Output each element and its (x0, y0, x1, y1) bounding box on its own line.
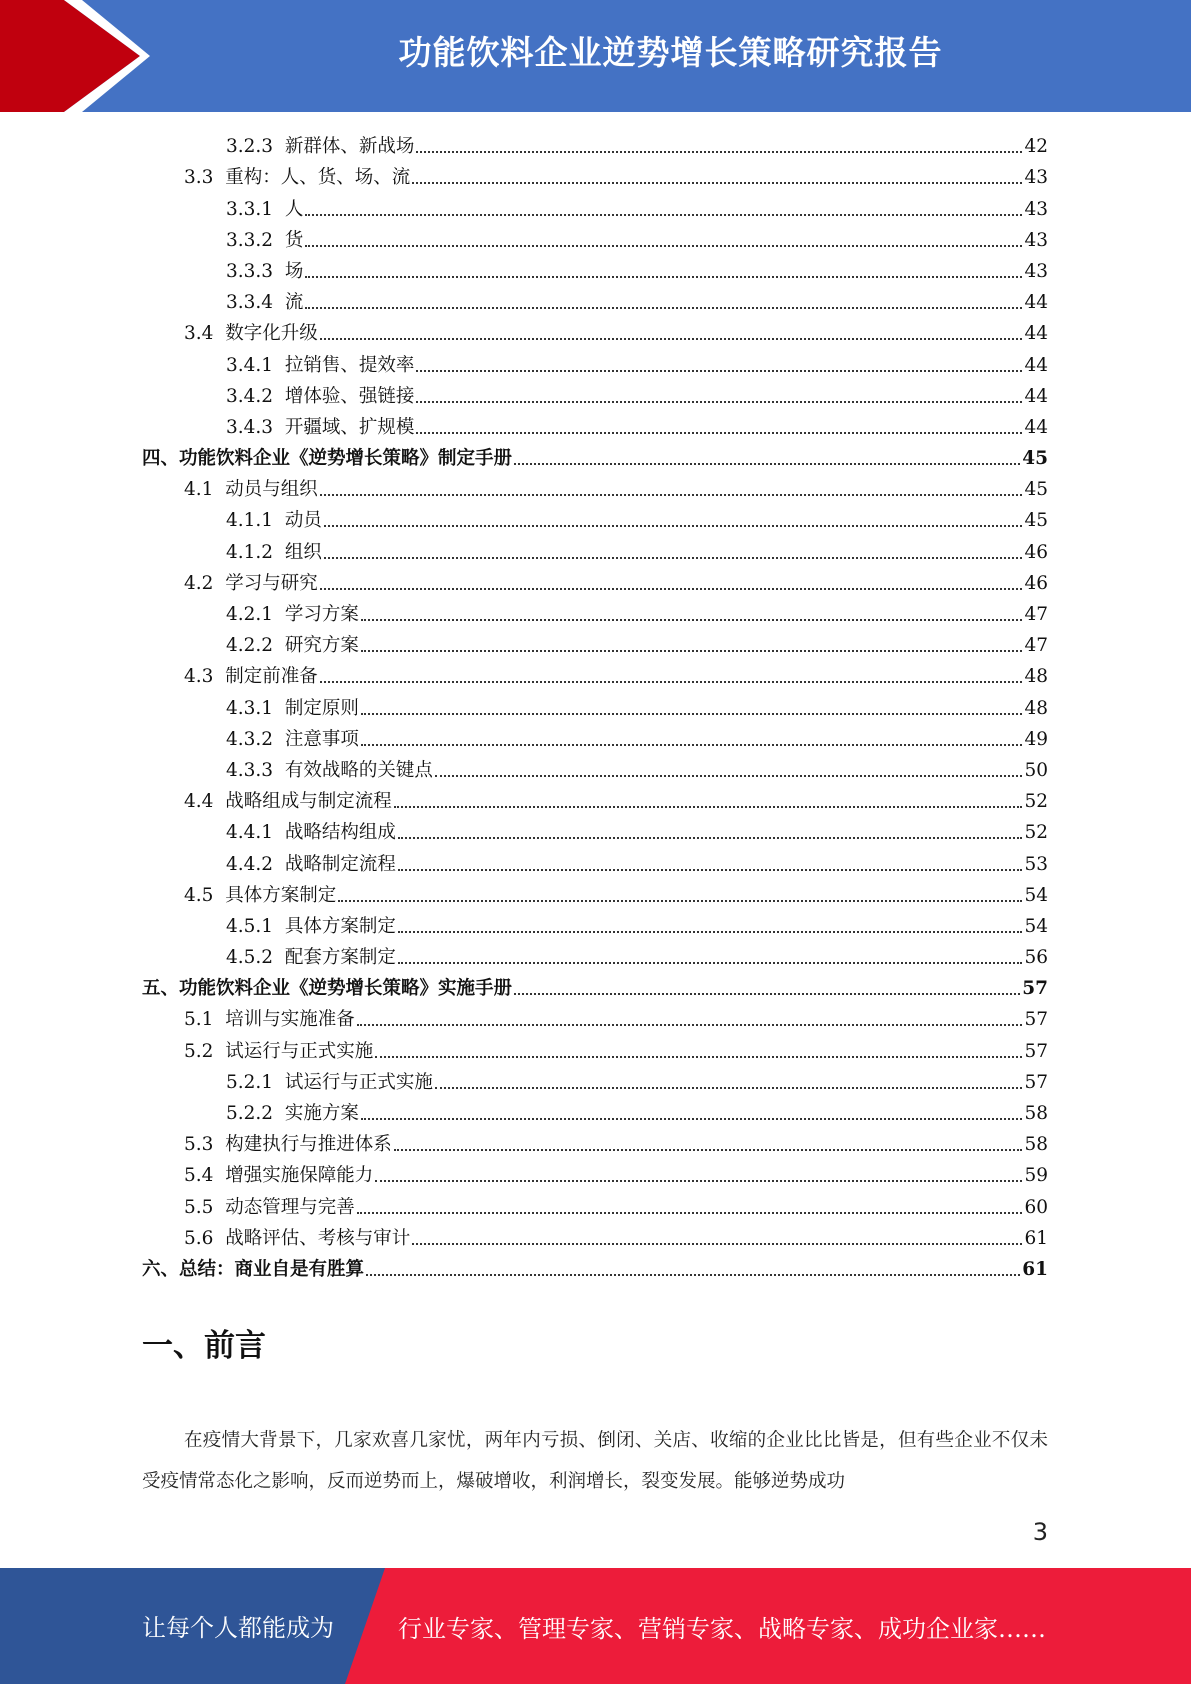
toc-entry-page: 47 (1024, 635, 1048, 657)
toc-entry[interactable] (142, 845, 1048, 876)
toc-entry[interactable] (142, 159, 1048, 190)
toc-entry[interactable] (142, 502, 1048, 533)
toc-entry-page: 58 (1024, 1134, 1048, 1156)
toc-entry-label: 流 (284, 292, 304, 314)
toc-entry[interactable] (142, 1251, 1048, 1282)
report-title: 功能饮料企业逆势增长策略研究报告 (398, 33, 943, 72)
toc-entry-label: 动员与组织 (225, 479, 318, 501)
toc-dot-leader (416, 151, 1022, 153)
toc-entry-label: 开疆域、扩规模 (284, 416, 415, 438)
toc-entry[interactable] (142, 752, 1048, 783)
toc-dot-leader (305, 214, 1022, 216)
toc-entry-label: 制定原则 (284, 697, 359, 719)
toc-entry[interactable] (142, 1032, 1048, 1063)
toc-dot-leader (375, 1056, 1022, 1058)
toc-entry-number: 五、 (142, 978, 180, 1000)
toc-entry[interactable] (142, 1064, 1048, 1095)
toc-entry-page: 44 (1024, 292, 1048, 314)
toc-entry-number: 4.4.1 (226, 822, 274, 844)
toc-dot-leader (398, 931, 1023, 933)
toc-entry-label: 构建执行与推进体系 (225, 1134, 392, 1156)
toc-entry-number: 3.3 (184, 167, 214, 189)
toc-entry-number: 5.1 (184, 1009, 214, 1031)
toc-entry-label: 战略制定流程 (284, 853, 396, 875)
toc-entry-label: 试运行与正式实施 (284, 1071, 433, 1093)
table-of-contents (142, 128, 1048, 1282)
toc-dot-leader (394, 806, 1023, 808)
toc-entry-number: 3.4.2 (226, 385, 274, 407)
toc-entry-number: 5.5 (184, 1196, 214, 1218)
toc-entry-label: 场 (284, 260, 304, 282)
toc-entry-number: 4.2 (184, 572, 214, 594)
toc-entry[interactable] (142, 471, 1048, 502)
toc-entry-number: 4.5 (184, 884, 214, 906)
toc-entry[interactable] (142, 346, 1048, 377)
toc-entry[interactable] (142, 970, 1048, 1001)
toc-entry-page: 47 (1024, 604, 1048, 625)
toc-entry-number: 5.2.2 (226, 1103, 274, 1124)
body-text (142, 1420, 1048, 1502)
toc-entry-page: 43 (1024, 167, 1048, 189)
toc-dot-leader (324, 557, 1023, 559)
page-number: 3 (1032, 1518, 1048, 1546)
toc-entry-page: 45 (1022, 448, 1048, 470)
toc-entry[interactable] (142, 1220, 1048, 1251)
toc-entry-number: 4.5.2 (226, 947, 274, 969)
toc-entry-page: 57 (1024, 1040, 1048, 1062)
toc-entry-page: 61 (1024, 1227, 1048, 1249)
toc-entry-number: 4.4.2 (226, 853, 274, 875)
toc-entry-label: 试运行与正式实施 (225, 1040, 374, 1062)
body-paragraph: 在疫情大背景下，几家欢喜几家忧，两年内亏损、倒闭、关店、收缩的企业比比皆是，但有些企业不仅未受疫情常态化之影响，反而逆势而上，爆破增收，利润增长，裂变发展。能够逆势成功 (142, 1430, 1048, 1492)
toc-entry-label: 研究方案 (284, 635, 359, 657)
toc-dot-leader (324, 525, 1023, 527)
toc-dot-leader (361, 1118, 1023, 1120)
toc-entry-number: 4.3.2 (226, 728, 274, 750)
page-footer (0, 1568, 1191, 1684)
toc-entry-label: 配套方案制定 (284, 947, 396, 969)
toc-entry-page: 45 (1024, 510, 1048, 532)
toc-entry-page: 54 (1024, 915, 1048, 937)
toc-entry-number: 四、 (142, 448, 180, 470)
toc-entry[interactable] (142, 1001, 1048, 1032)
toc-entry-number: 4.2.2 (226, 635, 274, 657)
toc-dot-leader (357, 1212, 1023, 1214)
toc-entry-page: 44 (1024, 354, 1048, 376)
toc-entry-page: 61 (1022, 1258, 1048, 1280)
toc-dot-leader (320, 494, 1023, 496)
toc-entry-number: 4.2.1 (226, 604, 274, 625)
toc-entry-label: 具体方案制定 (284, 915, 396, 937)
toc-entry-label: 货 (284, 229, 304, 251)
toc-entry-label: 新群体、新战场 (284, 136, 415, 158)
toc-entry-page: 53 (1024, 853, 1048, 875)
toc-entry-page: 46 (1024, 541, 1048, 563)
toc-entry-number: 3.3.2 (226, 229, 274, 251)
toc-entry-label: 有效战略的关键点 (284, 759, 433, 781)
toc-entry[interactable] (142, 409, 1048, 440)
toc-entry-number: 5.4 (184, 1165, 214, 1187)
toc-entry-number: 5.3 (184, 1134, 214, 1156)
toc-entry[interactable] (142, 1157, 1048, 1188)
toc-entry[interactable] (142, 315, 1048, 346)
toc-dot-leader (320, 338, 1023, 340)
toc-entry-page: 48 (1024, 697, 1048, 719)
toc-entry[interactable] (142, 877, 1048, 908)
toc-entry-page: 50 (1024, 759, 1048, 781)
toc-entry-label: 组织 (284, 541, 322, 563)
toc-dot-leader (394, 1149, 1023, 1151)
toc-entry-label: 功能饮料企业《逆势增长策略》制定手册 (179, 448, 513, 470)
toc-entry-number: 六、 (142, 1258, 180, 1280)
toc-entry-page: 49 (1024, 728, 1048, 750)
toc-entry-page: 43 (1024, 198, 1048, 220)
page-header (0, 0, 1191, 112)
toc-entry[interactable] (142, 814, 1048, 845)
toc-dot-leader (320, 681, 1023, 683)
toc-dot-leader (361, 619, 1023, 621)
toc-entry-number: 4.5.1 (226, 915, 274, 937)
toc-dot-leader (361, 744, 1023, 746)
toc-entry-page: 46 (1024, 572, 1048, 594)
toc-entry-page: 44 (1024, 416, 1048, 438)
toc-entry-page: 54 (1024, 884, 1048, 906)
toc-entry-page: 59 (1024, 1165, 1048, 1187)
toc-dot-leader (366, 1274, 1020, 1276)
toc-entry[interactable] (142, 253, 1048, 284)
toc-entry[interactable] (142, 128, 1048, 159)
toc-entry-label: 学习与研究 (225, 572, 318, 594)
toc-dot-leader (361, 713, 1023, 715)
toc-entry-label: 动员 (284, 510, 322, 532)
toc-entry-label: 培训与实施准备 (225, 1009, 355, 1031)
toc-dot-leader (320, 588, 1023, 590)
toc-entry-page: 44 (1024, 323, 1048, 345)
toc-dot-leader (361, 650, 1023, 652)
toc-dot-leader (514, 993, 1020, 995)
toc-dot-leader (398, 837, 1023, 839)
toc-entry-number: 5.2 (184, 1040, 214, 1062)
toc-entry[interactable] (142, 689, 1048, 720)
toc-entry-label: 注意事项 (284, 728, 359, 750)
toc-entry-label: 学习方案 (284, 604, 359, 625)
toc-entry-number: 3.4 (184, 323, 214, 345)
toc-entry-page: 52 (1024, 822, 1048, 844)
toc-entry[interactable] (142, 1188, 1048, 1219)
toc-entry[interactable] (142, 939, 1048, 970)
toc-entry[interactable] (142, 190, 1048, 221)
toc-entry-number: 5.6 (184, 1227, 214, 1249)
toc-entry-label: 总结：商业自是有胜算 (179, 1258, 365, 1280)
toc-entry-page: 45 (1024, 479, 1048, 501)
toc-dot-leader (416, 401, 1022, 403)
toc-entry-label: 制定前准备 (225, 666, 318, 688)
toc-entry-number: 3.3.3 (226, 260, 274, 282)
toc-entry[interactable] (142, 658, 1048, 689)
toc-dot-leader (305, 276, 1022, 278)
toc-entry[interactable] (142, 1095, 1048, 1126)
toc-entry-number: 4.1.1 (226, 510, 274, 532)
toc-entry-number: 4.3.1 (226, 697, 274, 719)
toc-entry-page: 60 (1024, 1196, 1048, 1218)
toc-entry-label: 具体方案制定 (225, 884, 337, 906)
toc-entry-label: 增强实施保障能力 (225, 1165, 374, 1187)
section-heading: 一、前言 (142, 1328, 266, 1364)
toc-entry-number: 4.1.2 (226, 541, 274, 563)
toc-entry-label: 重构：人、货、场、流 (225, 167, 411, 189)
toc-entry[interactable] (142, 627, 1048, 658)
toc-entry-page: 57 (1024, 1071, 1048, 1093)
toc-entry-number: 3.3.4 (226, 292, 274, 314)
toc-entry[interactable] (142, 284, 1048, 315)
toc-dot-leader (305, 245, 1022, 247)
toc-entry-label: 数字化升级 (225, 323, 318, 345)
toc-entry[interactable] (142, 222, 1048, 253)
toc-entry[interactable] (142, 533, 1048, 564)
toc-entry-label: 战略评估、考核与审计 (225, 1227, 411, 1249)
toc-dot-leader (357, 1024, 1023, 1026)
toc-entry-page: 58 (1024, 1103, 1048, 1124)
toc-entry[interactable] (142, 721, 1048, 752)
toc-entry-page: 48 (1024, 666, 1048, 688)
toc-entry[interactable] (142, 908, 1048, 939)
toc-entry[interactable] (142, 1126, 1048, 1157)
toc-entry-label: 拉销售、提效率 (284, 354, 415, 376)
footer-slogan-right: 行业专家、管理专家、营销专家、战略专家、成功企业家…… (398, 1615, 1046, 1643)
toc-entry-page: 44 (1024, 385, 1048, 407)
toc-entry-label: 实施方案 (284, 1103, 359, 1124)
toc-entry-number: 3.4.3 (226, 416, 274, 438)
toc-entry-label: 增体验、强链接 (284, 385, 415, 407)
toc-entry[interactable] (142, 596, 1048, 627)
toc-entry-number: 5.2.1 (226, 1071, 274, 1093)
toc-dot-leader (514, 463, 1020, 465)
toc-entry-page: 43 (1024, 260, 1048, 282)
toc-entry[interactable] (142, 783, 1048, 814)
toc-dot-leader (416, 432, 1022, 434)
toc-entry-number: 3.4.1 (226, 354, 274, 376)
toc-dot-leader (435, 775, 1023, 777)
toc-entry-label: 战略结构组成 (284, 822, 396, 844)
toc-entry-number: 4.4 (184, 791, 214, 813)
toc-dot-leader (398, 869, 1023, 871)
toc-dot-leader (398, 962, 1023, 964)
toc-entry-page: 52 (1024, 791, 1048, 813)
toc-entry-number: 3.3.1 (226, 198, 274, 220)
toc-dot-leader (338, 900, 1022, 902)
toc-entry-label: 动态管理与完善 (225, 1196, 355, 1218)
footer-slogan-left: 让每个人都能成为 (142, 1614, 334, 1642)
toc-dot-leader (375, 1180, 1022, 1182)
toc-entry[interactable] (142, 440, 1048, 471)
toc-entry-label: 战略组成与制定流程 (225, 791, 392, 813)
toc-entry-label: 人 (284, 198, 304, 220)
toc-entry-page: 56 (1024, 947, 1048, 969)
toc-entry-number: 4.3.3 (226, 759, 274, 781)
toc-entry[interactable] (142, 565, 1048, 596)
toc-entry-label: 功能饮料企业《逆势增长策略》实施手册 (179, 978, 513, 1000)
toc-entry-page: 57 (1024, 1009, 1048, 1031)
toc-entry-page: 43 (1024, 229, 1048, 251)
toc-dot-leader (412, 1243, 1022, 1245)
toc-dot-leader (412, 182, 1022, 184)
toc-entry-number: 4.1 (184, 479, 214, 501)
toc-dot-leader (435, 1087, 1023, 1089)
toc-dot-leader (305, 307, 1022, 309)
toc-entry-page: 42 (1024, 136, 1048, 158)
toc-entry[interactable] (142, 378, 1048, 409)
toc-entry-page: 57 (1022, 978, 1048, 1000)
toc-dot-leader (416, 370, 1022, 372)
toc-entry-number: 4.3 (184, 666, 214, 688)
toc-entry-number: 3.2.3 (226, 136, 274, 158)
